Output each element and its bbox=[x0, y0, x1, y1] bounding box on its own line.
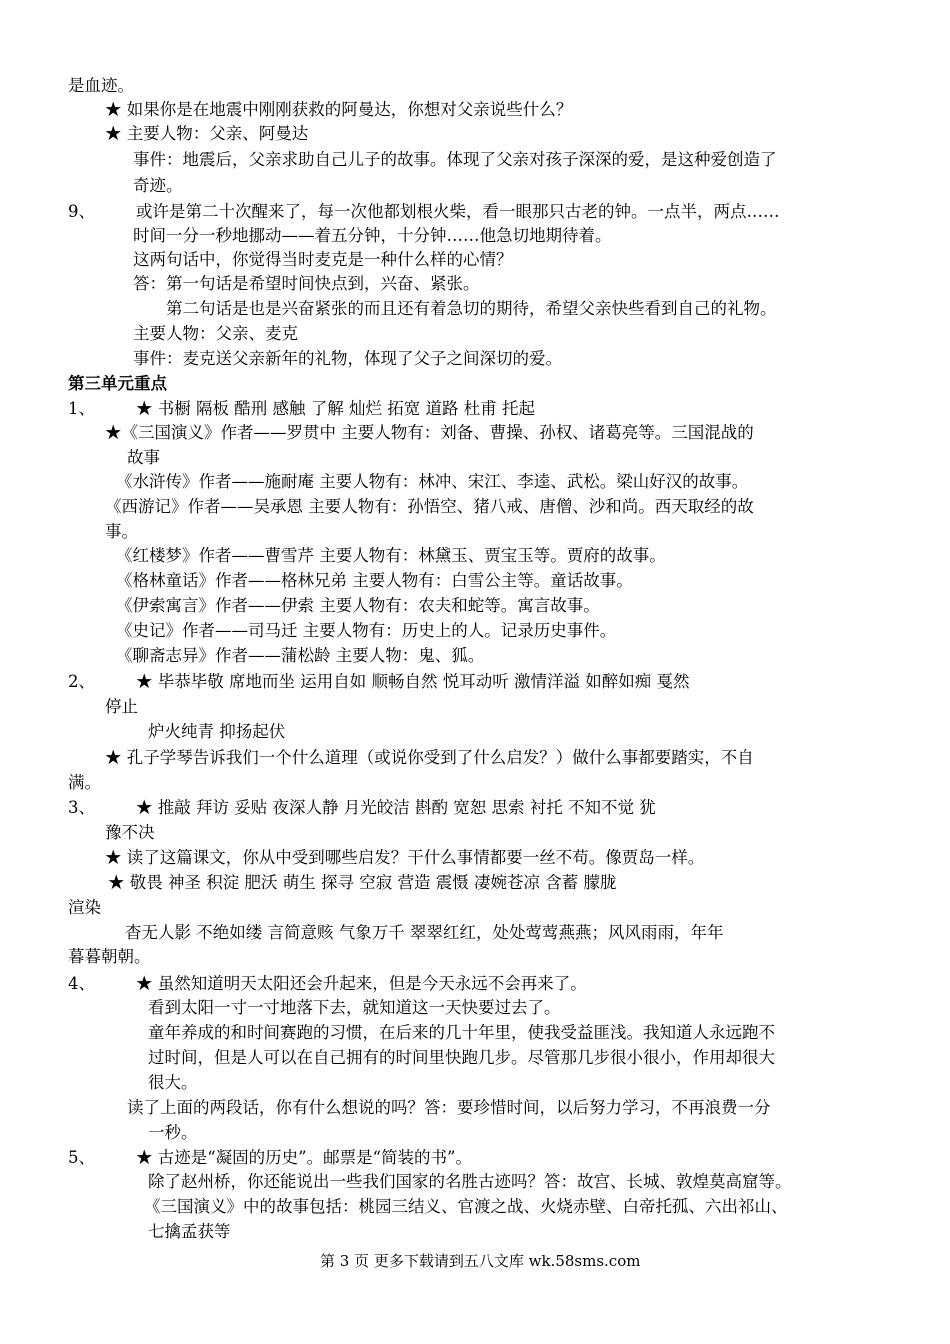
text-line: ★ 推敲 拜访 妥贴 夜深人静 月光皎洁 斟酌 宽恕 思索 衬托 不知不觉 犹 bbox=[136, 798, 656, 817]
text-line: 事。 bbox=[105, 522, 138, 541]
text-line: 除了赵州桥，你还能说出一些我们国家的名胜古迹吗？答：故宫、长城、敦煌莫高窟等。 bbox=[148, 1172, 792, 1191]
text-line: 是血迹。 bbox=[68, 76, 134, 95]
text-line: 过时间，但是人可以在自己拥有的时间里快跑几步。尽管那几步很小很小，作用却很大 bbox=[148, 1048, 775, 1067]
text-line: ★ 古迹是“凝固的历史”。邮票是“简装的书”。 bbox=[136, 1148, 472, 1167]
text-line: 事件：麦克送父亲新年的礼物，体现了父子之间深切的爱。 bbox=[133, 349, 562, 368]
item-number: 9、 bbox=[68, 202, 95, 221]
text-line: 很大。 bbox=[148, 1073, 198, 1092]
text-line: 或许是第二十次醒来了，每一次他都划根火柴，看一眼那只古老的钟。一点半，两点…… bbox=[136, 202, 780, 221]
text-line: 《三国演义》中的故事包括：桃园三结义、官渡之战、火烧赤壁、白帝托孤、六出祁山、 bbox=[144, 1197, 788, 1216]
item-number: 2、 bbox=[68, 672, 95, 691]
text-line: 答：第一句话是希望时间快点到，兴奋、紧张。 bbox=[133, 274, 480, 293]
item-number: 4、 bbox=[68, 974, 95, 993]
text-line: 事件：地震后，父亲求助自己儿子的故事。体现了父亲对孩子深深的爱，是这种爱创造了 bbox=[133, 150, 777, 169]
section-heading: 第三单元重点 bbox=[68, 374, 167, 393]
text-line: ★ 敬畏 神圣 积淀 肥沃 萌生 探寻 空寂 营造 震慑 凄婉苍凉 含蓄 朦胧 bbox=[108, 873, 617, 892]
text-line: 七擒孟获等 bbox=[148, 1222, 231, 1241]
text-line: 一秒。 bbox=[148, 1123, 198, 1142]
text-line: 主要人物：父亲、麦克 bbox=[133, 324, 298, 343]
item-number: 3、 bbox=[68, 798, 95, 817]
text-line: 《聊斋志异》作者——蒲松龄 主要人物：鬼、狐。 bbox=[116, 646, 485, 665]
text-line: ★ 虽然知道明天太阳还会升起来，但是今天永远不会再来了。 bbox=[136, 974, 587, 993]
text-line: 《西游记》作者——吴承恩 主要人物有：孙悟空、猪八戒、唐僧、沙和尚。西天取经的故 bbox=[105, 497, 754, 516]
text-line: ★ 主要人物：父亲、阿曼达 bbox=[105, 124, 309, 143]
text-line: 暮暮朝朝。 bbox=[68, 947, 151, 966]
text-line: 童年养成的和时间赛跑的习惯，在后来的几十年里，使我受益匪浅。我知道人永远跑不 bbox=[148, 1023, 775, 1042]
text-line: ★ 读了这篇课文，你从中受到哪些启发？干什么事情都要一丝不苟。像贾岛一样。 bbox=[105, 848, 705, 867]
text-line: 读了上面的两段话，你有什么想说的吗？答：要珍惜时间，以后努力学习，不再浪费一分 bbox=[127, 1098, 771, 1117]
text-line: 看到太阳一寸一寸地落下去，就知道这一天快要过去了。 bbox=[148, 998, 561, 1017]
text-line: 杳无人影 不绝如缕 言简意赅 气象万千 翠翠红红，处处莺莺燕燕；风风雨雨，年年 bbox=[125, 923, 724, 942]
text-line: ★ 书橱 隔板 酷刑 感触 了解 灿烂 拓宽 道路 杜甫 托起 bbox=[136, 399, 535, 418]
text-line: 《伊索寓言》作者——伊索 主要人物有：农夫和蛇等。寓言故事。 bbox=[116, 596, 600, 615]
text-line: ★ 如果你是在地震中刚刚获救的阿曼达，你想对父亲说些什么？ bbox=[105, 100, 573, 119]
text-line: 停止 bbox=[105, 697, 138, 716]
text-line: 第二句话是也是兴奋紧张的而且还有着急切的期待，希望父亲快些看到自己的礼物。 bbox=[166, 299, 777, 318]
text-line: 《红楼梦》作者——曹雪芹 主要人物有：林黛玉、贾宝玉等。贾府的故事。 bbox=[116, 546, 666, 565]
text-line: 《史记》作者——司马迁 主要人物有：历史上的人。记录历史事件。 bbox=[116, 621, 617, 640]
text-line: 故事 bbox=[127, 448, 160, 467]
text-line: 这两句话中，你觉得当时麦克是一种什么样的心情？ bbox=[133, 250, 513, 269]
text-line: 时间一分一秒地挪动——着五分钟，十分钟……他急切地期待着。 bbox=[133, 226, 612, 245]
text-line: ★ 毕恭毕敬 席地而坐 运用自如 顺畅自然 悦耳动听 激情洋溢 如醉如痴 戛然 bbox=[136, 672, 690, 691]
text-line: 豫不决 bbox=[105, 823, 155, 842]
item-number: 1、 bbox=[68, 399, 95, 418]
text-line: 满。 bbox=[68, 773, 101, 792]
item-number: 5、 bbox=[68, 1148, 95, 1167]
text-line: 《格林童话》作者——格林兄弟 主要人物有：白雪公主等。童话故事。 bbox=[116, 571, 633, 590]
text-line: 渲染 bbox=[68, 898, 101, 917]
page-footer: 第 3 页 更多下载请到五八文库 wk.58sms.com bbox=[320, 1252, 641, 1270]
text-line: 《水浒传》作者——施耐庵 主要人物有：林冲、宋江、李逵、武松。梁山好汉的故事。 bbox=[116, 472, 749, 491]
text-line: ★ 孔子学琴告诉我们一个什么道理（或说你受到了什么启发？）做什么事都要踏实，不自 bbox=[105, 748, 754, 767]
text-line: ★《三国演义》作者——罗贯中 主要人物有：刘备、曹操、孙权、诸葛亮等。三国混战的 bbox=[105, 423, 754, 442]
text-line: 炉火纯青 抑扬起伏 bbox=[148, 722, 286, 741]
text-line: 奇迹。 bbox=[133, 176, 183, 195]
